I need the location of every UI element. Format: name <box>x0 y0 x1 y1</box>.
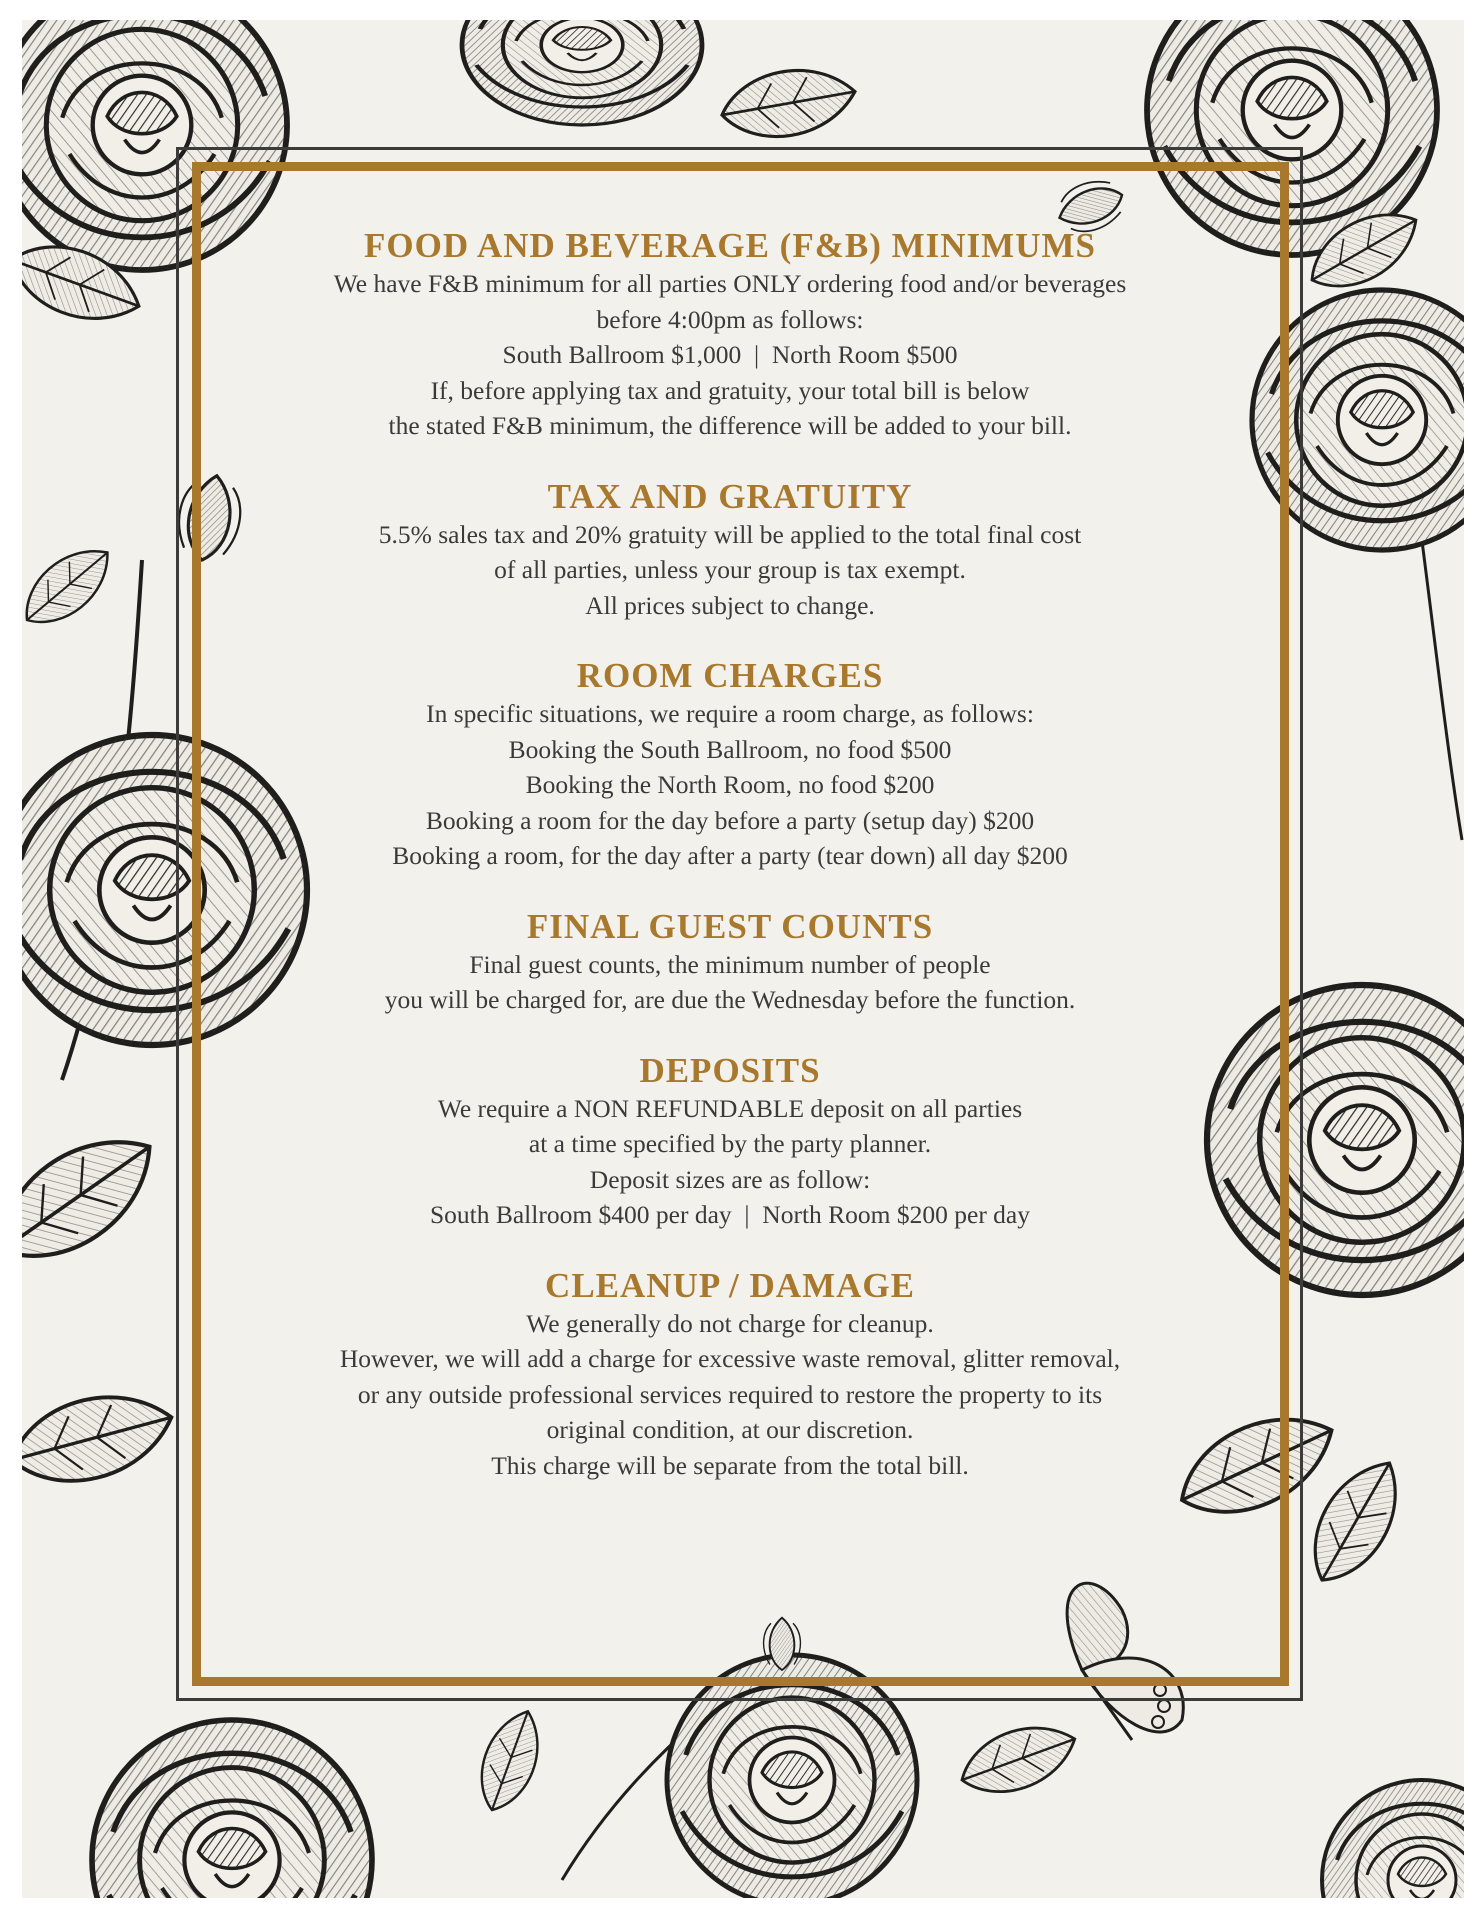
section-line: Booking a room, for the day after a party (tear down) all day $200 <box>392 841 1068 870</box>
section-line: Booking a room for the day before a party (setup day) $200 <box>425 805 1035 835</box>
section-deposits <box>210 1051 1250 1233</box>
section-title: FOOD AND BEVERAGE (F&B) MINIMUMS <box>364 226 1096 265</box>
section-line: However, we will add a charge for excessive waste removal, glitter removal, <box>339 1344 1121 1373</box>
policies-content <box>210 226 1250 1516</box>
section-line: South Ballroom $1,000 | North Room $500 <box>502 340 958 369</box>
section-line: Booking the North Room, no food $200 <box>525 770 935 799</box>
section-line: the stated F&B minimum, the difference will be added to your bill. <box>388 411 1072 440</box>
section-title: CLEANUP / DAMAGE <box>545 1265 915 1305</box>
section-line: Deposit sizes are as follow: <box>589 1164 871 1194</box>
section-line: or any outside professional services required to restore the property to its <box>357 1379 1103 1409</box>
section-title: DEPOSITS <box>639 1050 821 1090</box>
section-line: of all parties, unless your group is tax exempt. <box>494 555 966 584</box>
section-line: If, before applying tax and gratuity, your total bill is below <box>430 375 1030 405</box>
section-line: Booking the South Ballroom, no food $500 <box>508 734 952 764</box>
section-tax-gratuity <box>210 477 1250 624</box>
section-line: We have F&B minimum for all parties ONLY ordering food and/or beverages <box>333 269 1127 298</box>
section-line: you will be charged for, are due the Wednesday before the function. <box>384 985 1076 1014</box>
section-line: This charge will be separate from the total bill. <box>491 1450 969 1480</box>
section-line: We generally do not charge for cleanup. <box>526 1308 934 1338</box>
section-line: original condition, at our discretion. <box>546 1415 914 1444</box>
section-title: ROOM CHARGES <box>576 656 884 695</box>
section-line: South Ballroom $400 per day | North Room $200 per day <box>429 1200 1031 1229</box>
section-final-guest-counts <box>210 907 1250 1018</box>
section-cleanup-damage <box>210 1266 1250 1484</box>
section-line: before 4:00pm as follows: <box>596 304 864 334</box>
section-title: FINAL GUEST COUNTS <box>526 906 934 946</box>
section-line: Final guest counts, the minimum number of people <box>469 949 991 979</box>
section-line: All prices subject to change. <box>585 590 875 620</box>
section-title: TAX AND GRATUITY <box>547 476 913 516</box>
section-line: In specific situations, we require a room charge, as follows: <box>426 699 1034 728</box>
section-line: We require a NON REFUNDABLE deposit on all parties <box>437 1093 1023 1123</box>
section-line: at a time specified by the party planner. <box>528 1129 932 1158</box>
section-fb-minimums <box>210 226 1250 444</box>
section-line: 5.5% sales tax and 20% gratuity will be applied to the total final cost <box>378 519 1082 549</box>
section-room-charges <box>210 656 1250 874</box>
